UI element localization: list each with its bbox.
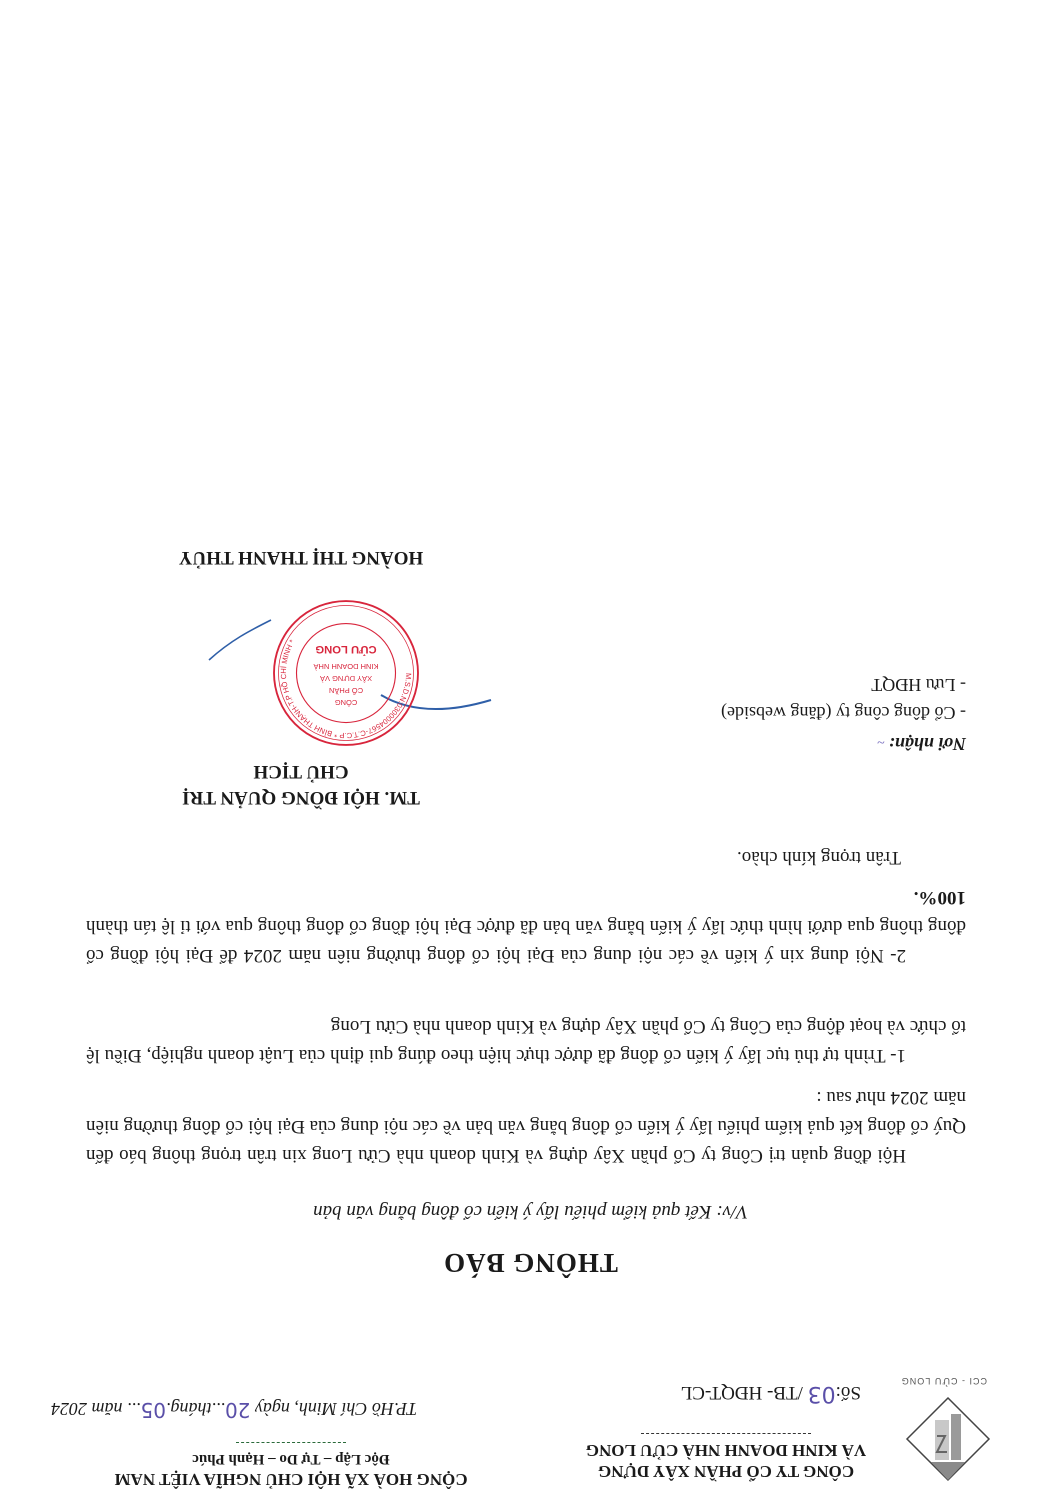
date-prefix: TP.Hồ Chí Minh, ngày	[254, 1399, 418, 1419]
motto-line: Độc Lập – Tự Do – Hạnh Phúc	[192, 1451, 390, 1467]
initial-mark: ~	[877, 734, 885, 749]
date-month-label: tháng	[170, 1399, 212, 1419]
document-subject: V/v: Kết quả kiểm phiếu lấy ý kiến cổ đông bằng văn bản	[313, 1201, 748, 1222]
stamp-line: CỬU LONG	[315, 643, 377, 655]
signer-role-line2: CHỦ TỊCH	[253, 761, 349, 782]
company-header	[551, 1360, 991, 1490]
stamp-line: CÔNG	[334, 698, 358, 707]
item-2-paragraph	[86, 883, 966, 970]
stamp-line: CỔ PHẦN	[328, 686, 364, 695]
company-name-line1: CÔNG TY CỔ PHẦN XÂY DỰNG	[597, 1462, 855, 1481]
date-line: TP.Hồ Chí Minh, ngày 20...tháng.05... năm 2024	[51, 1398, 418, 1422]
stamp-ring-text: M.S.D.N:0300004567-C.T.C.P * BÌNH THẠNH-T.P HỒ CHÍ MINH *	[278, 638, 414, 741]
document-title: THÔNG BÁO	[443, 1248, 618, 1278]
document-number	[681, 1381, 861, 1406]
logo-caption: CCI - CỬU LONG	[900, 1376, 987, 1386]
recipients-label: Nơi nhận:	[888, 734, 966, 754]
approval-rate: 100%.	[913, 887, 966, 908]
divider	[236, 1442, 346, 1443]
recipient-item: - Cổ đông công ty (đăng webside)	[721, 703, 966, 723]
company-logo-icon	[905, 1396, 991, 1482]
item-2-text: 2- Nội dung xin ý kiến về các nội dung của Đại hội cổ đông thường niên năm 2024 để Đại hội đồng cổ đông thông qua dưới hình thức lấy ý kiến bằng văn bản đã được Đại hội đồng cổ đông thông qua với tỉ lệ tán thành	[86, 916, 966, 966]
signer-role-line1: TM. HỘI ĐỒNG QUẢN TRỊ	[182, 787, 420, 808]
divider	[641, 1433, 811, 1434]
company-name-line2: VÀ KINH DOANH NHÀ CỬU LONG	[585, 1441, 867, 1460]
date-month: 05	[140, 1398, 166, 1422]
item-1-paragraph: 1- Trình tự thủ tục lấy ý kiến cổ đông đã được thực hiện theo đúng qui định của Luật doanh nghiệp, Điều lệ tổ chức và hoạt động của Công ty Cổ phần Xây dựng và Kinh doanh nhà Cửu Long	[86, 1016, 966, 1066]
date-year: năm 2024	[51, 1399, 123, 1419]
company-stamp-icon	[271, 598, 421, 748]
stamp-line: XÂY DỰNG VÀ	[319, 674, 373, 683]
nation-line: CỘNG HOÀ XÃ HỘI CHỦ NGHĨA VIỆT NAM	[114, 1470, 468, 1489]
recipients-block	[721, 671, 966, 758]
closing-line: Trân trọng kính chào.	[737, 847, 901, 868]
doc-number-prefix: Số:	[835, 1382, 861, 1403]
recipient-item: - Lưu HĐQT	[871, 675, 966, 695]
stamp-line: KINH DOANH NHÀ	[313, 662, 379, 671]
doc-number-suffix: /TB- HĐQT-CL	[680, 1382, 803, 1403]
date-day: 20	[224, 1398, 251, 1422]
doc-number-value: 03	[807, 1381, 836, 1406]
company-name	[551, 1433, 901, 1482]
signer-name: HOÀNG THỊ THANH THỦY	[178, 547, 424, 568]
national-header	[51, 1398, 531, 1490]
intro-paragraph: Hội đồng quản trị Công ty Cổ phần Xây dựng và Kinh doanh nhà Cửu Long xin trân trọng thông báo đến Quý cổ đông kết quả kiểm phiếu lấy ý kiến cổ đông bằng văn bản về các nội dung của Đại hội cổ đông thường niên năm 2024 như sau :	[86, 1087, 966, 1166]
